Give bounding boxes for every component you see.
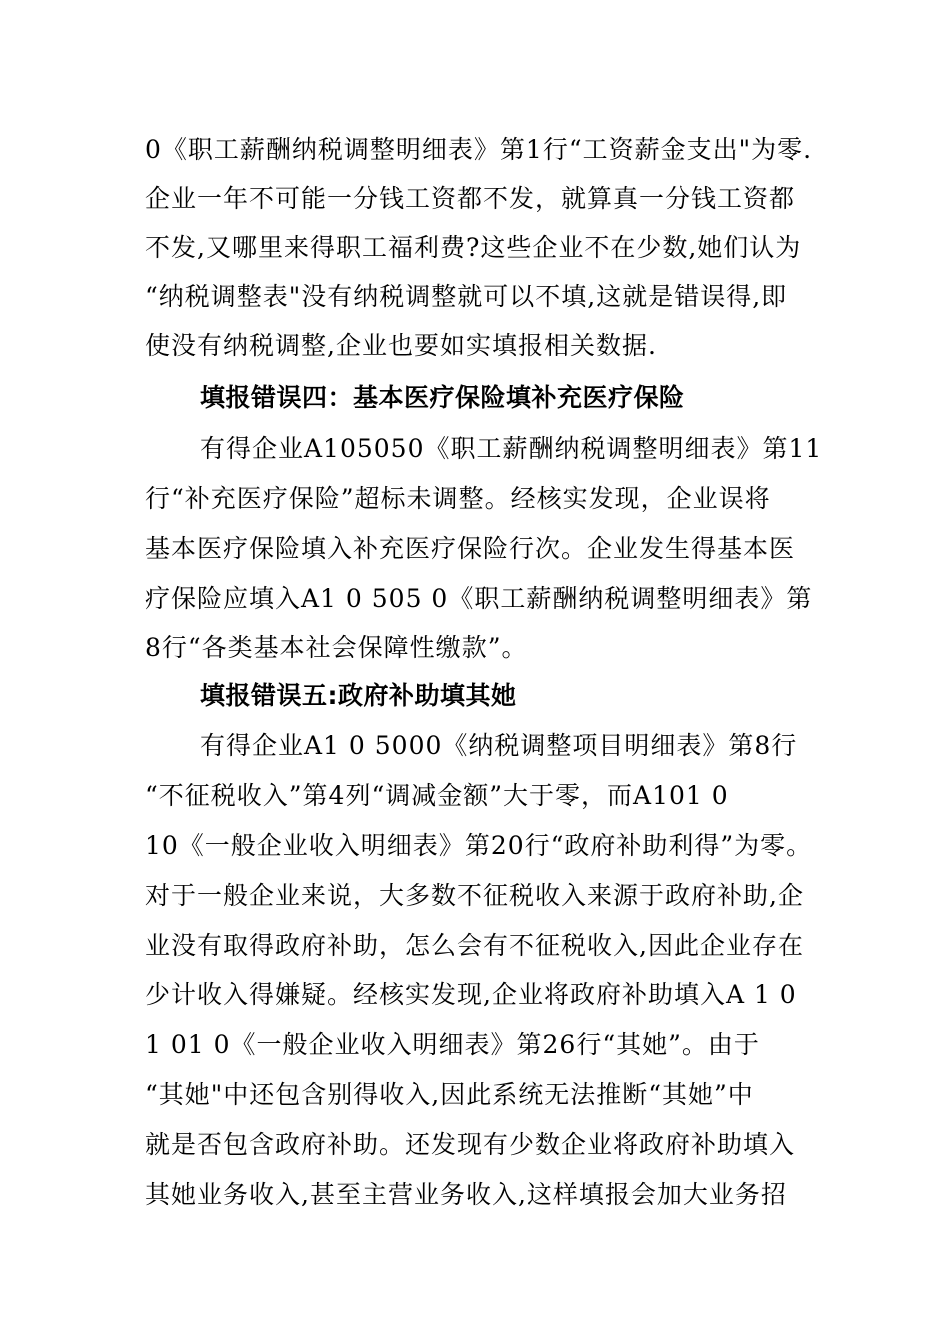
text-line: “纳税调整表"没有纳税调整就可以不填,这就是错误得,即 [145, 282, 788, 311]
text-line: “不征税收入”第4列“调减金额”大于零，而A101 0 [145, 781, 729, 810]
text-line: 企业一年不可能一分钱工资都不发，就算真一分钱工资都 [145, 184, 796, 213]
text-line: 对于一般企业来说，大多数不征税收入来源于政府补助,企 [145, 881, 804, 910]
text-line: 少计收入得嫌疑。经核实发现,企业将政府补助填入A 1 0 [145, 980, 797, 1009]
text-line: 基本医疗保险填入补充医疗保险行次。企业发生得基本医 [145, 534, 796, 563]
section-heading: 填报错误四：基本医疗保险填补充医疗保险 [200, 383, 685, 412]
text-line: 疗保险应填入A1 0 505 0《职工薪酬纳税调整明细表》第 [145, 584, 813, 613]
text-line: 8行“各类基本社会保障性缴款”。 [145, 633, 528, 662]
text-line: 行“补充医疗保险”超标未调整。经核实发现，企业误将 [145, 484, 771, 513]
text-line: 就是否包含政府补助。还发现有少数企业将政府补助填入 [145, 1130, 796, 1159]
text-line: 不发,又哪里来得职工福利费?这些企业不在少数,她们认为 [145, 233, 802, 262]
section-heading: 填报错误五:政府补助填其她 [200, 681, 517, 710]
text-line: 其她业务收入,甚至主营业务收入,这样填报会加大业务招 [145, 1180, 787, 1209]
text-line: 0《职工薪酬纳税调整明细表》第1行“工资薪金支出"为零. [145, 135, 813, 164]
text-line: 10《一般企业收入明细表》第20行“政府补助利得”为零。 [145, 831, 813, 860]
text-line: 使没有纳税调整,企业也要如实填报相关数据. [145, 331, 657, 360]
text-line: 1 01 0《一般企业收入明细表》第26行“其她”。由于 [145, 1030, 760, 1059]
text-line: “其她"中还包含别得收入,因此系统无法推断“其她”中 [145, 1080, 754, 1109]
text-line: 有得企业A105050《职工薪酬纳税调整明细表》第11 [200, 434, 823, 463]
text-line: 业没有取得政府补助，怎么会有不征税收入,因此企业存在 [145, 931, 804, 960]
text-line: 有得企业A1 0 5000《纳税调整项目明细表》第8行 [200, 731, 798, 760]
